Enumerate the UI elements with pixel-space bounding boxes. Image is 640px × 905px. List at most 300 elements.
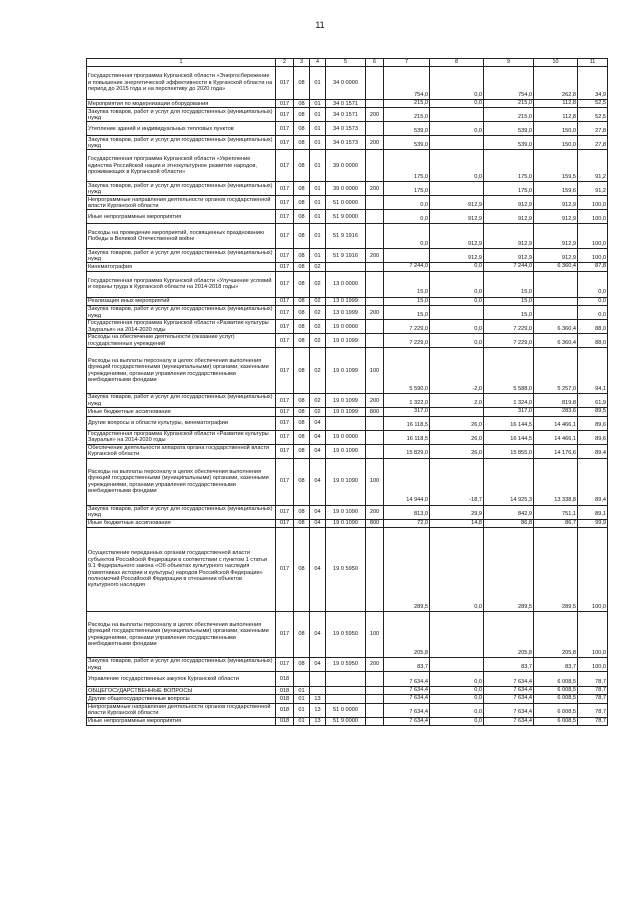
cell-c11: 78,7 <box>578 703 608 717</box>
cell-c5: 19 0 1090 <box>326 458 366 505</box>
cell-c8: 29,9 <box>430 505 484 519</box>
cell-c6 <box>366 67 384 100</box>
cell-c8: 26,0 <box>430 444 484 458</box>
cell-c10: 289,5 <box>534 528 578 612</box>
cell-c11: 89,4 <box>578 458 608 505</box>
cell-c4: 01 <box>310 249 326 263</box>
cell-c10: 6 008,5 <box>534 717 578 725</box>
cell-c2: 017 <box>276 394 294 408</box>
cell-c6: 200 <box>366 505 384 519</box>
cell-c11: 99,9 <box>578 519 608 527</box>
cell-c6: 800 <box>366 408 384 416</box>
cell-c10: 112,8 <box>534 108 578 122</box>
cell-c3: 08 <box>294 136 310 150</box>
cell-c10: 6 008,5 <box>534 695 578 703</box>
cell-c10: 150,0 <box>534 136 578 150</box>
table-row <box>87 687 608 695</box>
cell-c6 <box>366 122 384 136</box>
cell-c2: 017 <box>276 505 294 519</box>
cell-c9: 16 144,5 <box>484 430 534 444</box>
cell-c10 <box>534 297 578 305</box>
cell-c8 <box>430 306 484 320</box>
cell-c8: 0,0 <box>430 334 484 348</box>
cell-c4: 02 <box>310 348 326 394</box>
cell-c9: 754,0 <box>484 67 534 100</box>
cell-c4: 01 <box>310 196 326 210</box>
row-name-cell: Кинематография <box>87 263 276 271</box>
cell-c5: 34 0 1573 <box>326 136 366 150</box>
cell-c6 <box>366 196 384 210</box>
cell-c11: 100,0 <box>578 196 608 210</box>
cell-c6: 100 <box>366 458 384 505</box>
row-name-cell: Реализация иных мероприятий <box>87 297 276 305</box>
cell-c9: 15,0 <box>484 271 534 297</box>
cell-c11: 78,7 <box>578 717 608 725</box>
cell-c11: 27,8 <box>578 122 608 136</box>
cell-c2: 017 <box>276 658 294 672</box>
cell-c3: 08 <box>294 348 310 394</box>
cell-c10: 6 360,4 <box>534 263 578 271</box>
cell-c6: 200 <box>366 136 384 150</box>
cell-c3: 08 <box>294 297 310 305</box>
cell-c6: 100 <box>366 612 384 658</box>
cell-c9: 842,9 <box>484 505 534 519</box>
table-row <box>87 306 608 320</box>
cell-c3: 08 <box>294 306 310 320</box>
cell-c9: 7 244,0 <box>484 263 534 271</box>
cell-c2: 017 <box>276 297 294 305</box>
cell-c4: 02 <box>310 394 326 408</box>
table-row <box>87 136 608 150</box>
cell-c11: 61,9 <box>578 394 608 408</box>
cell-c4: 01 <box>310 136 326 150</box>
column-header: 4 <box>310 59 326 67</box>
budget-table <box>86 58 608 726</box>
column-header: 5 <box>326 59 366 67</box>
row-name-cell: Непрограммные направления деятельности органов государственной власти Курганской области <box>87 703 276 717</box>
cell-c11: 100,0 <box>578 612 608 658</box>
table-row <box>87 150 608 182</box>
cell-c9: 15,0 <box>484 297 534 305</box>
row-name-cell: Закупка товаров, работ и услуг для государственных (муниципальных) нужд <box>87 306 276 320</box>
cell-c7: 0,0 <box>384 196 430 210</box>
cell-c9: 912,9 <box>484 224 534 249</box>
cell-c6: 100 <box>366 348 384 394</box>
cell-c8 <box>430 658 484 672</box>
cell-c9: 539,0 <box>484 136 534 150</box>
table-row <box>87 334 608 348</box>
column-header: 10 <box>534 59 578 67</box>
table-row <box>87 430 608 444</box>
cell-c4: 01 <box>310 150 326 182</box>
column-header: 2 <box>276 59 294 67</box>
cell-c5: 51 9 0000 <box>326 210 366 224</box>
cell-c3: 08 <box>294 100 310 108</box>
table-row <box>87 271 608 297</box>
cell-c6 <box>366 210 384 224</box>
row-name-cell: Иные непрограммные мероприятия <box>87 210 276 224</box>
cell-c11: 0,0 <box>578 306 608 320</box>
table-row <box>87 717 608 725</box>
column-header: 8 <box>430 59 484 67</box>
cell-c11: 89,5 <box>578 408 608 416</box>
cell-c4: 01 <box>310 108 326 122</box>
cell-c6 <box>366 263 384 271</box>
cell-c9: 14 925,3 <box>484 458 534 505</box>
cell-c3: 01 <box>294 695 310 703</box>
column-header: 3 <box>294 59 310 67</box>
cell-c10: 159,6 <box>534 182 578 196</box>
cell-c7: 15,0 <box>384 271 430 297</box>
cell-c9: 83,7 <box>484 658 534 672</box>
cell-c4: 04 <box>310 658 326 672</box>
cell-c3: 08 <box>294 430 310 444</box>
cell-c8: 26,0 <box>430 430 484 444</box>
cell-c10: 751,1 <box>534 505 578 519</box>
cell-c5: 34 0 1573 <box>326 122 366 136</box>
cell-c7: 539,0 <box>384 136 430 150</box>
cell-c5: 19 0 1099 <box>326 334 366 348</box>
cell-c8: 14,8 <box>430 519 484 527</box>
cell-c6: 200 <box>366 249 384 263</box>
row-name-cell: Расходы на выплаты персоналу в целях обеспечения выполнения функций государственными (муниципальными) органами, казенными учреждениями, органами управления государственными внебюджетными фондами <box>87 348 276 394</box>
cell-c4: 02 <box>310 263 326 271</box>
cell-c11: 89,1 <box>578 505 608 519</box>
cell-c6 <box>366 430 384 444</box>
cell-c7: 754,0 <box>384 67 430 100</box>
cell-c9: 5 588,0 <box>484 348 534 394</box>
row-name-cell: ОБЩЕГОСУДАРСТВЕННЫЕ ВОПРОСЫ <box>87 687 276 695</box>
cell-c7: 83,7 <box>384 658 430 672</box>
cell-c4: 01 <box>310 100 326 108</box>
cell-c11: 100,0 <box>578 249 608 263</box>
row-name-cell: Утепление зданий и индивидуальных тепловых пунктов <box>87 122 276 136</box>
cell-c9: 205,8 <box>484 612 534 658</box>
cell-c8: 0,0 <box>430 150 484 182</box>
row-name-cell: Государственная программа Курганской области «Развитие культуры Зауралья» на 2014-2020 годы <box>87 430 276 444</box>
cell-c6: 200 <box>366 394 384 408</box>
cell-c5: 39 0 0000 <box>326 182 366 196</box>
cell-c7: 14 944,0 <box>384 458 430 505</box>
row-name-cell: Иные непрограммные мероприятия <box>87 717 276 725</box>
cell-c11: 78,7 <box>578 672 608 687</box>
cell-c7: 0,0 <box>384 210 430 224</box>
cell-c7: 7 634,4 <box>384 703 430 717</box>
table-row <box>87 695 608 703</box>
cell-c6 <box>366 150 384 182</box>
cell-c8: 0,0 <box>430 320 484 334</box>
row-name-cell: Закупка товаров, работ и услуг для государственных (муниципальных) нужд <box>87 136 276 150</box>
cell-c11: 89,4 <box>578 444 608 458</box>
cell-c7: 813,0 <box>384 505 430 519</box>
cell-c2: 017 <box>276 334 294 348</box>
cell-c5: 34 0 0000 <box>326 67 366 100</box>
cell-c5: 19 0 1090 <box>326 505 366 519</box>
cell-c8: 0,0 <box>430 122 484 136</box>
column-header: 7 <box>384 59 430 67</box>
cell-c3: 08 <box>294 196 310 210</box>
cell-c2: 017 <box>276 136 294 150</box>
cell-c4: 01 <box>310 210 326 224</box>
cell-c2: 017 <box>276 263 294 271</box>
cell-c7: 215,0 <box>384 100 430 108</box>
cell-c3: 08 <box>294 528 310 612</box>
cell-c7: 7 634,4 <box>384 687 430 695</box>
cell-c8: 0,0 <box>430 100 484 108</box>
cell-c11: 100,0 <box>578 210 608 224</box>
cell-c2: 018 <box>276 695 294 703</box>
cell-c4: 01 <box>310 182 326 196</box>
cell-c8 <box>430 612 484 658</box>
cell-c8: 26,0 <box>430 416 484 430</box>
cell-c7: 205,8 <box>384 612 430 658</box>
cell-c6 <box>366 695 384 703</box>
cell-c2: 017 <box>276 196 294 210</box>
row-name-cell: Расходы на выплаты персоналу в целях обеспечения выполнения функций государственными (муниципальными) органами, казенными учреждениями, органами управления государственными внебюджетными фондами <box>87 612 276 658</box>
row-name-cell: Мероприятия по модернизации оборудования <box>87 100 276 108</box>
cell-c10 <box>534 271 578 297</box>
cell-c11: 52,5 <box>578 108 608 122</box>
cell-c7: 72,0 <box>384 519 430 527</box>
cell-c7 <box>384 249 430 263</box>
table-row <box>87 703 608 717</box>
row-name-cell: Иные бюджетные ассигнования <box>87 519 276 527</box>
cell-c5: 13 0 1999 <box>326 297 366 305</box>
table-header-row <box>87 59 608 67</box>
cell-c11: 0,0 <box>578 271 608 297</box>
cell-c5 <box>326 695 366 703</box>
cell-c6 <box>366 100 384 108</box>
table-row <box>87 224 608 249</box>
table-row <box>87 658 608 672</box>
cell-c8: -2,0 <box>430 348 484 394</box>
cell-c7: 539,0 <box>384 122 430 136</box>
cell-c9: 7 634,4 <box>484 717 534 725</box>
table-row <box>87 100 608 108</box>
cell-c8: 912,9 <box>430 196 484 210</box>
row-name-cell: Государственная программа Курганской области «Улучшение условий и охраны труда в Курганской области на 2014-2018 годы» <box>87 271 276 297</box>
cell-c11: 78,7 <box>578 687 608 695</box>
cell-c3: 08 <box>294 263 310 271</box>
cell-c6 <box>366 320 384 334</box>
row-name-cell: Закупка товаров, работ и услуг для государственных (муниципальных) нужд <box>87 505 276 519</box>
cell-c8: 2,0 <box>430 394 484 408</box>
cell-c6 <box>366 444 384 458</box>
table-row <box>87 122 608 136</box>
table-row <box>87 196 608 210</box>
cell-c6: 200 <box>366 182 384 196</box>
row-name-cell: Другие общегосударственные вопросы <box>87 695 276 703</box>
row-name-cell: Осуществление переданных органам государственной власти субъектов Российской Федерации в соответствии с пунктом 1 статьи 9.1 Федерального закона «Об объектах культурного наследия (памятниках истории и культуры) народов Российской Федерации» полномочий Российской Федерации в отношении объектов культурного наследия <box>87 528 276 612</box>
row-name-cell: Государственная программа Курганской области «Укрепление единства Российской нации и этнокультурное развитие народов, проживающих в Курганской области» <box>87 150 276 182</box>
cell-c10: 6 008,5 <box>534 672 578 687</box>
cell-c8: 912,9 <box>430 210 484 224</box>
cell-c6: 200 <box>366 658 384 672</box>
cell-c10: 83,7 <box>534 658 578 672</box>
cell-c9: 215,0 <box>484 108 534 122</box>
cell-c11: 91,2 <box>578 150 608 182</box>
cell-c10: 150,0 <box>534 122 578 136</box>
cell-c5: 19 0 0000 <box>326 320 366 334</box>
cell-c3: 08 <box>294 108 310 122</box>
table-row <box>87 672 608 687</box>
cell-c5: 19 0 0000 <box>326 430 366 444</box>
row-name-cell: Управление государственных закупок Курганской области <box>87 672 276 687</box>
cell-c3: 08 <box>294 458 310 505</box>
cell-c5: 13 0 0000 <box>326 271 366 297</box>
cell-c7: 289,5 <box>384 528 430 612</box>
column-header: 6 <box>366 59 384 67</box>
cell-c4: 02 <box>310 297 326 305</box>
cell-c11: 88,0 <box>578 320 608 334</box>
cell-c9: 539,0 <box>484 122 534 136</box>
table-row <box>87 416 608 430</box>
cell-c6 <box>366 224 384 249</box>
cell-c5: 51 9 1916 <box>326 224 366 249</box>
cell-c7: 16 118,5 <box>384 416 430 430</box>
cell-c8: 0,0 <box>430 528 484 612</box>
row-name-cell: Государственная программа Курганской области «Энергосбережение и повышение энергетической эффективности в Курганской области на период до 2015 года и на перспективу до 2020 года» <box>87 67 276 100</box>
cell-c10: 14 176,6 <box>534 444 578 458</box>
cell-c2: 017 <box>276 612 294 658</box>
cell-c3: 08 <box>294 210 310 224</box>
cell-c3: 08 <box>294 320 310 334</box>
cell-c8: 0,0 <box>430 687 484 695</box>
cell-c6 <box>366 672 384 687</box>
cell-c5: 34 0 1571 <box>326 108 366 122</box>
cell-c6 <box>366 703 384 717</box>
cell-c7: 7 244,0 <box>384 263 430 271</box>
cell-c2: 018 <box>276 703 294 717</box>
cell-c3: 01 <box>294 687 310 695</box>
cell-c9: 1 324,0 <box>484 394 534 408</box>
row-name-cell: Другие вопросы в области культуры, кинематографии <box>87 416 276 430</box>
cell-c5 <box>326 672 366 687</box>
cell-c2: 018 <box>276 717 294 725</box>
cell-c10: 112,8 <box>534 100 578 108</box>
cell-c10: 912,9 <box>534 224 578 249</box>
cell-c8: 912,9 <box>430 249 484 263</box>
cell-c11: 100,0 <box>578 658 608 672</box>
page-number: 11 <box>315 20 325 30</box>
cell-c5 <box>326 687 366 695</box>
cell-c8 <box>430 408 484 416</box>
cell-c8: 0,0 <box>430 297 484 305</box>
cell-c10: 912,9 <box>534 249 578 263</box>
cell-c3: 08 <box>294 249 310 263</box>
cell-c10: 13 338,8 <box>534 458 578 505</box>
cell-c7: 175,0 <box>384 182 430 196</box>
cell-c10: 6 360,4 <box>534 334 578 348</box>
cell-c7: 15,0 <box>384 297 430 305</box>
cell-c9: 289,5 <box>484 528 534 612</box>
cell-c9: 15 855,0 <box>484 444 534 458</box>
cell-c8 <box>430 182 484 196</box>
table-row <box>87 210 608 224</box>
cell-c2: 017 <box>276 519 294 527</box>
cell-c3: 08 <box>294 150 310 182</box>
table-row <box>87 444 608 458</box>
cell-c9: 912,9 <box>484 249 534 263</box>
column-header: 11 <box>578 59 608 67</box>
cell-c11: 100,0 <box>578 224 608 249</box>
cell-c4: 13 <box>310 695 326 703</box>
cell-c5: 51 0 0000 <box>326 703 366 717</box>
cell-c9: 7 634,4 <box>484 703 534 717</box>
cell-c5: 51 0 0000 <box>326 196 366 210</box>
cell-c5: 19 0 1099 <box>326 348 366 394</box>
table-row <box>87 67 608 100</box>
cell-c2: 017 <box>276 458 294 505</box>
cell-c9: 7 634,4 <box>484 687 534 695</box>
cell-c5: 51 9 1916 <box>326 249 366 263</box>
cell-c2: 017 <box>276 182 294 196</box>
table-row <box>87 263 608 271</box>
table-row <box>87 108 608 122</box>
cell-c3: 08 <box>294 182 310 196</box>
cell-c3: 08 <box>294 122 310 136</box>
cell-c4: 13 <box>310 717 326 725</box>
cell-c11: 87,8 <box>578 263 608 271</box>
cell-c7: 15,0 <box>384 306 430 320</box>
cell-c10: 86,7 <box>534 519 578 527</box>
cell-c7: 7 634,4 <box>384 672 430 687</box>
cell-c9: 912,9 <box>484 210 534 224</box>
cell-c9: 912,9 <box>484 196 534 210</box>
cell-c4: 04 <box>310 430 326 444</box>
cell-c2: 017 <box>276 100 294 108</box>
cell-c9: 15,0 <box>484 306 534 320</box>
cell-c10: 205,8 <box>534 612 578 658</box>
cell-c10: 6 008,5 <box>534 703 578 717</box>
cell-c4: 02 <box>310 271 326 297</box>
cell-c6: 200 <box>366 306 384 320</box>
cell-c2: 017 <box>276 249 294 263</box>
cell-c3: 01 <box>294 703 310 717</box>
cell-c5: 19 0 1099 <box>326 408 366 416</box>
cell-c11: 78,7 <box>578 695 608 703</box>
row-name-cell: Закупка товаров, работ и услуг для государственных (муниципальных) нужд <box>87 658 276 672</box>
cell-c8: 0,0 <box>430 67 484 100</box>
cell-c8: 0,0 <box>430 271 484 297</box>
row-name-cell: Закупка товаров, работ и услуг для государственных (муниципальных) нужд <box>87 108 276 122</box>
cell-c3 <box>294 672 310 687</box>
row-name-cell: Государственная программа Курганской области «Развитие культуры Зауралья» на 2014-2020 годы <box>87 320 276 334</box>
cell-c7: 317,0 <box>384 408 430 416</box>
cell-c6 <box>366 687 384 695</box>
column-header: 9 <box>484 59 534 67</box>
cell-c9: 175,0 <box>484 150 534 182</box>
cell-c5: 19 0 1090 <box>326 519 366 527</box>
cell-c4: 13 <box>310 703 326 717</box>
cell-c3: 08 <box>294 444 310 458</box>
row-name-cell: Закупка товаров, работ и услуг для государственных (муниципальных) нужд <box>87 182 276 196</box>
cell-c11: 94,1 <box>578 348 608 394</box>
cell-c4: 04 <box>310 458 326 505</box>
cell-c10: 6 360,4 <box>534 320 578 334</box>
table-row <box>87 297 608 305</box>
cell-c4: 01 <box>310 67 326 100</box>
table-row <box>87 458 608 505</box>
cell-c4 <box>310 672 326 687</box>
cell-c2: 017 <box>276 444 294 458</box>
cell-c5 <box>326 263 366 271</box>
cell-c11: 88,0 <box>578 334 608 348</box>
cell-c4 <box>310 687 326 695</box>
cell-c9: 175,0 <box>484 182 534 196</box>
cell-c8: 0,0 <box>430 672 484 687</box>
cell-c4: 02 <box>310 306 326 320</box>
